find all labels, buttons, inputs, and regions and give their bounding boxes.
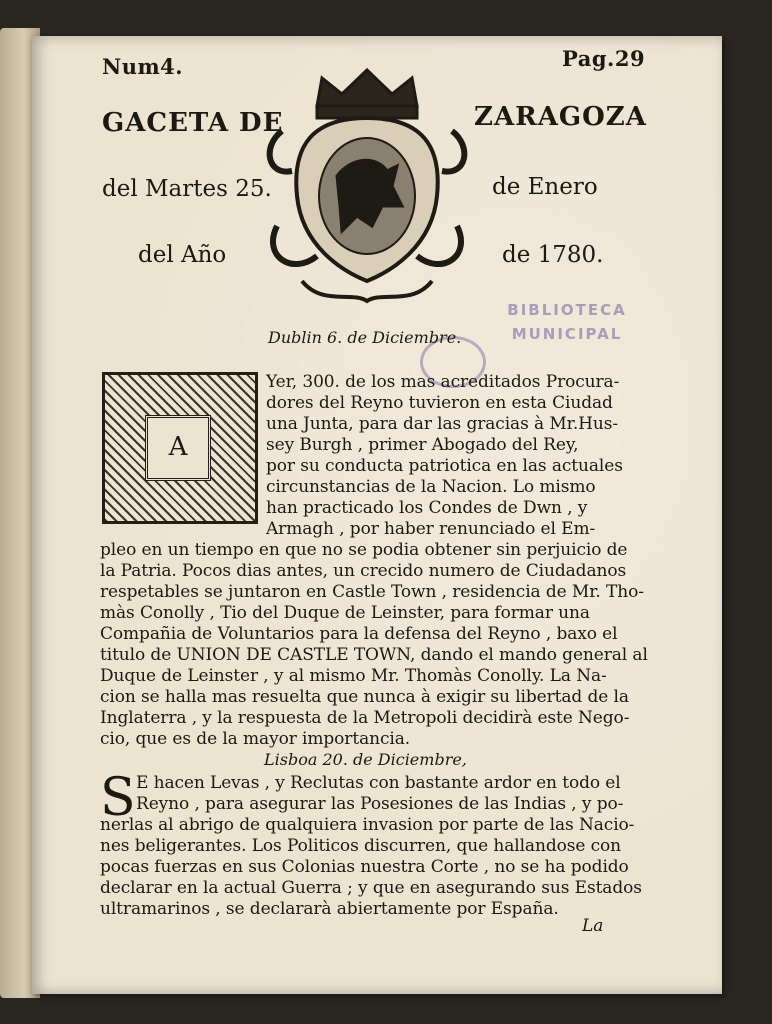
text-line: Yer, 300. de los mas acreditados Procura-: [266, 372, 620, 392]
library-stamp: [482, 298, 652, 358]
text-line: declarar en la actual Guerra ; y que en asegurando sus Estados: [100, 878, 642, 898]
date-day: del Martes 25.: [102, 176, 272, 202]
text-line: respetables se juntaron en Castle Town , residencia de Mr. Tho-: [100, 582, 644, 602]
catchword: La: [582, 916, 604, 936]
issue-number: Num4.: [102, 54, 184, 79]
text-line: cio, que es de la mayor importancia.: [100, 729, 411, 749]
text-line: cion se halla mas resuelta que nunca à exigir su libertad de la: [100, 687, 629, 707]
stamp-line-2: MUNICIPAL: [511, 325, 623, 343]
dateline-lisboa: Lisboa 20. de Diciembre,: [264, 750, 467, 769]
text-line: circunstancias de la Nacion. Lo mismo: [266, 477, 596, 497]
text-line: Compañia de Voluntarios para la defensa del Reyno , baxo el: [100, 624, 618, 644]
stamp-line-1: BIBLIOTECA: [507, 301, 627, 319]
initial-letter-s: S: [100, 768, 136, 828]
coat-of-arms-emblem: [262, 56, 472, 306]
text-line: dores del Reyno tuvieron en esta Ciudad: [266, 393, 613, 413]
text-line: una Junta, para dar las gracias à Mr.Hus-: [266, 414, 618, 434]
newspaper-page: [32, 36, 722, 994]
text-line: por su conducta patriotica en las actuales: [266, 456, 623, 476]
text-line: pocas fuerzas en sus Colonias nuestra Corte , no se ha podido: [100, 857, 629, 877]
date-year-label: del Año: [138, 242, 227, 268]
text-line: titulo de UNION DE CASTLE TOWN, dando el mando general al: [100, 645, 648, 665]
text-line: Inglaterra , y la respuesta de la Metropoli decidirà este Nego-: [100, 708, 630, 728]
date-year: de 1780.: [502, 242, 604, 268]
title-left: GACETA DE: [102, 108, 284, 138]
title-right: ZARAGOZA: [474, 102, 647, 132]
dateline-dublin: Dublin 6. de Diciembre.: [268, 328, 462, 347]
text-line: Armagh , por haber renunciado el Em-: [266, 519, 596, 539]
text-line: Duque de Leinster , y al mismo Mr. Thomàs Conolly. La Na-: [100, 666, 607, 686]
text-line: han practicado los Condes de Dwn , y: [266, 498, 588, 518]
text-line: nes beligerantes. Los Politicos discurren, que hallandose con: [100, 836, 622, 856]
text-line: pleo en un tiempo en que no se podia obtener sin perjuicio de: [100, 540, 628, 560]
text-line: E hacen Levas , y Reclutas con bastante ardor en todo el: [136, 773, 621, 793]
page-number: Pag.29: [562, 46, 646, 71]
text-line: ultramarinos , se declararà abiertamente por España.: [100, 899, 559, 919]
text-line: sey Burgh , primer Abogado del Rey,: [266, 435, 579, 455]
decorated-initial-frame: [102, 372, 258, 524]
decorated-initial-letter: A: [145, 415, 211, 481]
text-line: nerlas al abrigo de qualquiera invasion por parte de las Nacio-: [100, 815, 635, 835]
text-line: la Patria. Pocos dias antes, un crecido numero de Ciudadanos: [100, 561, 627, 581]
text-line: Reyno , para asegurar las Posesiones de las Indias , y po-: [136, 794, 624, 814]
text-line: màs Conolly , Tio del Duque de Leinster, para formar una: [100, 603, 590, 623]
date-month: de Enero: [492, 174, 598, 200]
